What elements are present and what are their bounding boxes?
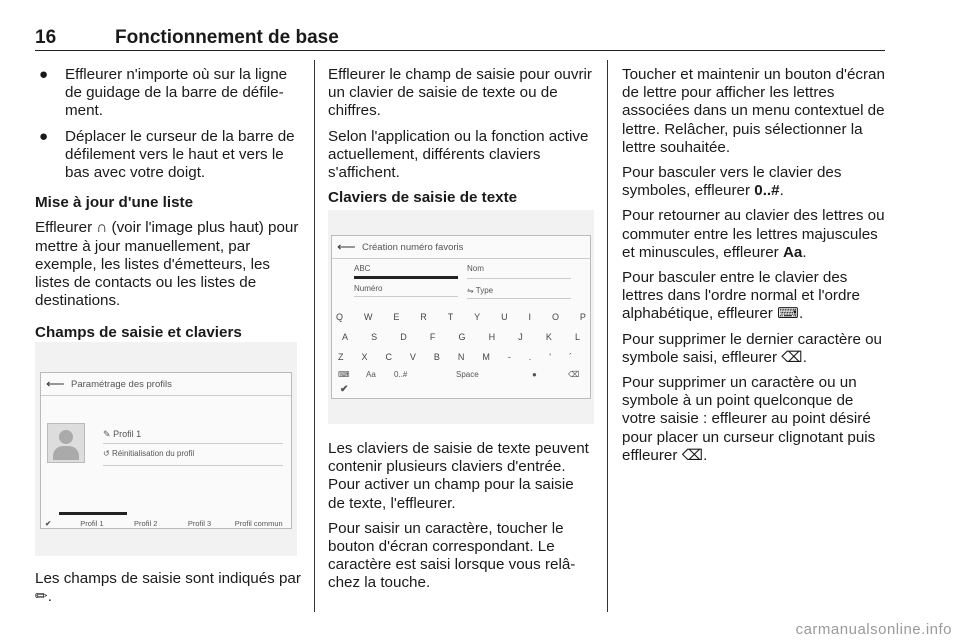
section-heading: Champs de saisie et claviers (35, 324, 242, 342)
paragraph: Selon l'application ou la fonction active actuellement, différents claviers s'affichent. (328, 127, 589, 182)
bullet-icon: ● (39, 66, 49, 83)
tab-profile-3: Profil 3 (187, 518, 212, 528)
column-3 (622, 66, 888, 472)
column-2-lower (328, 440, 594, 600)
back-arrow-icon: ⟵ (46, 376, 65, 391)
caption: Les champs de saisie sont indiqués par ✏. (35, 570, 301, 606)
paragraph: Effleurer ∩ (voir l'image plus haut) pour mettre à jour manuellement, par exemple, les listes d'émetteurs, les listes de contacts ou les listes de destinations. (35, 219, 299, 310)
field-type: ⇋ Type (467, 286, 494, 295)
pencil-icon: ✏ (35, 588, 48, 606)
bullet-item: ● Déplacer le curseur de la barre de défilement vers le haut et vers le bas avec votre doigt. (39, 127, 295, 182)
tab-profile-1: Profil 1 (80, 518, 104, 528)
paragraph: Pour retourner au clavier des lettres ou commuter entre les lettres majuscules et minuscules, effleurer Aa. (622, 207, 885, 261)
screen-keyboard (331, 235, 591, 399)
bullet-item: ● Effleurer n'importe où sur la ligne de guidage de la barre de défilement. (39, 66, 288, 120)
bullet-icon: ● (39, 127, 49, 145)
section-heading: Mise à jour d'une liste (35, 194, 194, 212)
paragraph: Toucher et maintenir un bouton d'écran de lettre pour afficher les lettres associées dans un menu contextuel de lettre. Relâcher, puis sélectionner la lettre souhaitée. (622, 66, 885, 156)
field-name: Nom (467, 264, 484, 273)
paragraph: Pour basculer entre le clavier des lettres dans l'ordre normal et l'ordre alphabétique, effleurer ⌨. (622, 269, 860, 323)
reset-profile: ↺ Réinitialisation du profil (103, 449, 195, 458)
column-1 (35, 66, 303, 350)
symbols-key: 0..# (394, 370, 408, 379)
space-key: Space (456, 370, 479, 379)
keyboard-icon: ⌨ (777, 305, 800, 323)
case-key: Aa (366, 370, 376, 379)
paragraph: Pour supprimer un caractère ou un symbole à un point quelconque de votre saisie : effleurer au point désiré pour placer un curseur clignotant puis effleurer ⌫. (622, 374, 876, 464)
refresh-icon: ∩ (96, 219, 108, 237)
figure-profiles (35, 342, 297, 556)
tab-profile-2: Profil 2 (134, 518, 158, 528)
active-tab-indicator (59, 512, 127, 515)
keyboard-row: Q W E R T Y U I O P (336, 312, 586, 322)
screen-title: Paramétrage des profils (71, 379, 172, 390)
column-divider (314, 60, 315, 612)
paragraph: Effleurer le champ de saisie pour ouvrir un clavier de saisie de texte ou de chiffres. (328, 66, 592, 120)
paragraph: Les claviers de saisie de texte peuvent contenir plusieurs claviers d'entrée. Pour activer un champ pour la saisie de texte, l'effleurer. (328, 440, 589, 512)
keyboard-row: Z X C V B N M - . ' ´ (338, 352, 572, 362)
paragraph: Pour basculer vers le clavier des symboles, effleurer 0..#. (622, 164, 842, 200)
voice-icon: ● (532, 370, 537, 379)
check-icon: ✔ (340, 384, 349, 395)
section-heading: Claviers de saisie de texte (328, 189, 518, 207)
field-abc: ABC (354, 264, 371, 273)
pencil-icon: ✎ (103, 429, 111, 439)
page-title: Fonctionnement de base (115, 27, 339, 48)
page-number: 16 (35, 27, 57, 48)
delete-icon: ⌫ (781, 348, 803, 366)
delete-icon: ⌫ (681, 446, 704, 464)
paragraph: Pour supprimer le dernier caractère ou symbole saisi, effleurer ⌫. (622, 330, 882, 366)
screen-title: Création numéro favoris (362, 242, 464, 253)
page-header (35, 22, 885, 51)
figure-keyboard (328, 210, 594, 424)
field-number: Numéro (354, 284, 383, 293)
keyboard-row: A S D F G H J K L (342, 332, 580, 342)
watermark: carmanualsonline.info (795, 621, 952, 638)
screen-header (41, 373, 291, 396)
avatar (47, 423, 85, 463)
column-divider (607, 60, 608, 612)
keyboard-function-row (336, 370, 586, 382)
profile-tabs (41, 517, 291, 529)
profile-name-field: ✎ Profil 1 (103, 429, 142, 439)
check-icon: ✔ (45, 518, 52, 528)
paragraph: Pour saisir un caractère, toucher le bouton d'écran correspondant. Le caractère est saisi lorsque vous relâchez la touche. (328, 519, 576, 592)
screen-header (332, 236, 590, 259)
back-arrow-icon: ⟵ (337, 239, 356, 254)
column-2 (328, 66, 594, 214)
delete-icon: ⌫ (568, 370, 580, 379)
reset-icon: ↺ (103, 449, 110, 458)
keyboard-icon: ⌨ (338, 370, 350, 379)
screen-profiles (40, 372, 292, 529)
active-field-indicator (354, 276, 458, 279)
tab-common-profile: Profil commun (234, 518, 283, 528)
